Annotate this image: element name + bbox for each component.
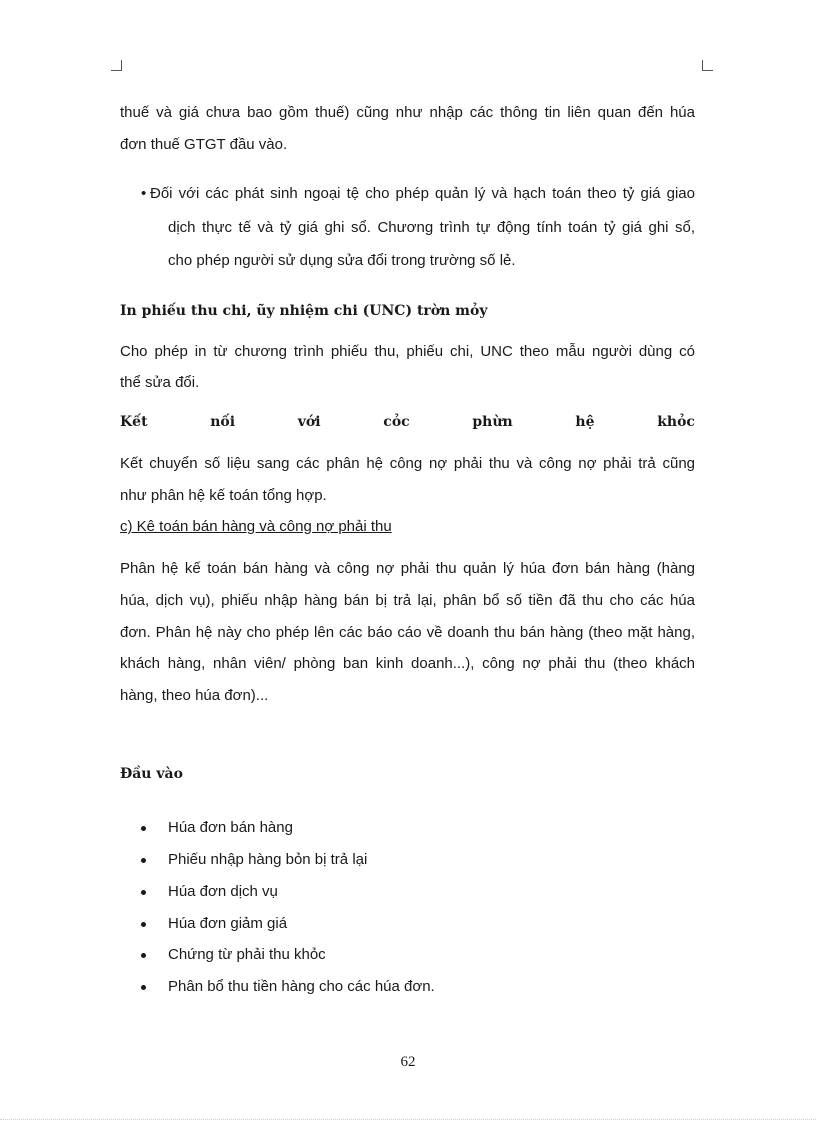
list-item: Chứng từ phải thu khỏc bbox=[168, 946, 326, 963]
list-item: Húa đơn bán hàng bbox=[168, 819, 293, 836]
list-item: Húa đơn dịch vụ bbox=[168, 883, 278, 900]
bullet-dot bbox=[141, 922, 146, 927]
paragraph-line: như phân hệ kế toán tổng hợp. bbox=[120, 487, 327, 504]
bullet-dot bbox=[141, 890, 146, 895]
list-item: Phân bổ thu tiền hàng cho các húa đơn. bbox=[168, 978, 435, 995]
paragraph-line: Cho phép in từ chương trình phiếu thu, phiếu chi, UNC theo mẫu người dùng có bbox=[120, 343, 695, 360]
heading-word: cỏc bbox=[383, 414, 410, 430]
heading-word: phừn bbox=[472, 414, 513, 430]
paragraph-line: Kết chuyển số liệu sang các phân hệ công nợ phải thu và công nợ phải trả cũng bbox=[120, 455, 695, 472]
crop-mark-top-right bbox=[702, 60, 713, 71]
paragraph-line: hàng, theo húa đơn)... bbox=[120, 687, 269, 704]
paragraph-line: đơn thuế GTGT đầu vào. bbox=[120, 136, 288, 153]
paragraph-line: húa, dịch vụ), phiếu nhập hàng bán bị trả lại, phân bổ số tiền đã thu cho các húa bbox=[120, 592, 695, 609]
bullet-dot bbox=[141, 858, 146, 863]
bullet-line: cho phép người sử dụng sửa đổi trong trường số lẻ. bbox=[168, 252, 516, 269]
paragraph-line: khách hàng, nhân viên/ phòng ban kinh doanh...), công nợ phải thu (theo khách bbox=[120, 655, 695, 672]
heading-word: khỏc bbox=[657, 414, 695, 430]
paragraph-line: đơn. Phân hệ này cho phép lên các báo cáo về doanh thu bán hàng (theo mặt hàng, bbox=[120, 624, 695, 641]
section-heading-print: In phiếu thu chi, ũy nhiệm chi (UNC) trờn mỏy bbox=[120, 303, 488, 319]
crop-mark-top-left bbox=[111, 60, 122, 71]
heading-word: với bbox=[297, 414, 321, 430]
paragraph-line: thuế và giá chưa bao gồm thuế) cũng như nhập các thông tin liên quan đến húa bbox=[120, 104, 695, 121]
list-item: Húa đơn giảm giá bbox=[168, 915, 288, 932]
list-item: Phiếu nhập hàng bỏn bị trả lại bbox=[168, 851, 368, 868]
section-heading-inputs: Đầu vào bbox=[120, 766, 183, 782]
heading-word: hệ bbox=[575, 414, 595, 430]
heading-word: Kết bbox=[120, 414, 148, 430]
page-edge-divider bbox=[0, 1119, 816, 1120]
bullet-dot bbox=[141, 826, 146, 831]
section-heading-connect bbox=[120, 414, 695, 430]
page-number: 62 bbox=[400, 1054, 416, 1070]
subsection-title: c) Kê toán bán hàng và công nợ phải thu bbox=[120, 518, 392, 535]
bullet-dot bbox=[141, 953, 146, 958]
bullet-line: dịch thực tế và tỷ giá ghi sổ. Chương trình tự động tính toán tỷ giá ghi sổ, bbox=[168, 219, 695, 236]
paragraph-line: Phân hệ kế toán bán hàng và công nợ phải thu quản lý húa đơn bán hàng (hàng bbox=[120, 560, 695, 577]
bullet-dot bbox=[141, 985, 146, 990]
bullet-line: Đối với các phát sinh ngoại tệ cho phép quản lý và hạch toán theo tỷ giá giao bbox=[150, 185, 695, 202]
bullet-marker: • bbox=[141, 185, 147, 202]
paragraph-line: thể sửa đổi. bbox=[120, 374, 200, 391]
heading-word: nối bbox=[210, 414, 236, 430]
